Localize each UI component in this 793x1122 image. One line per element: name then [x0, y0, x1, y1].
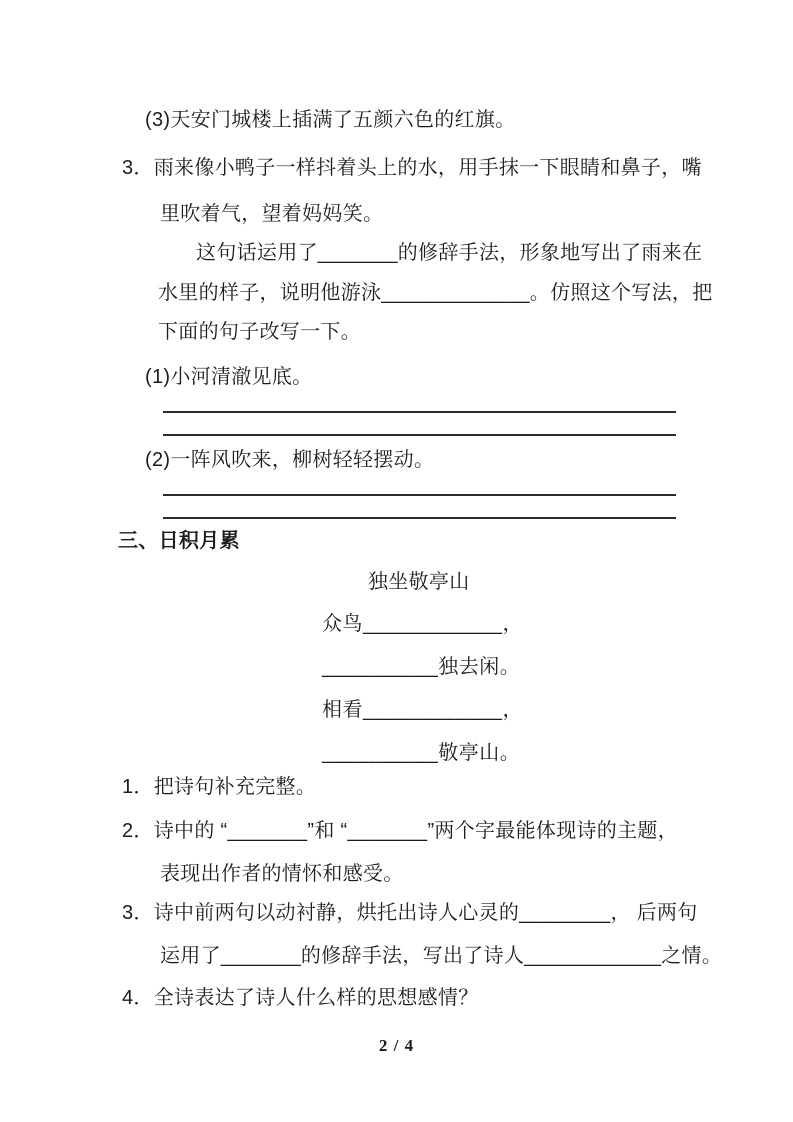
answer-writing-line: [163, 517, 676, 519]
question-3-analysis-line-1: 这句话运用了_______的修辞手法，形象地写出了雨来在: [196, 242, 703, 264]
poem-line-4: __________敬亭山。: [322, 742, 521, 764]
poem-title: 独坐敬亭山: [368, 571, 470, 593]
poem-question-2-line-2: 表现出作者的情怀和感受。: [160, 863, 404, 885]
question-3-analysis-line-2: 水里的样子，说明他游泳_____________。仿照这个写法，把: [158, 282, 713, 304]
answer-writing-line: [163, 494, 676, 496]
answer-writing-line: [163, 434, 676, 436]
question-3-text-line-2: 里吹着气，望着妈妈笑。: [160, 203, 384, 225]
poem-question-3-line-1: 3．诗中前两句以动衬静，烘托出诗人心灵的________， 后两句: [122, 902, 698, 924]
page-number: 2 / 4: [378, 1036, 415, 1055]
poem-question-1: 1．把诗句补充完整。: [122, 776, 317, 798]
poem-question-3-line-2: 运用了_______的修辞手法，写出了诗人____________之情。: [160, 945, 723, 967]
poem-line-2: __________独去闲。: [322, 656, 521, 678]
question-3-text-line-1: 3．雨来像小鸭子一样抖着头上的水，用手抹一下眼睛和鼻子，嘴: [122, 157, 702, 179]
poem-question-4: 4．全诗表达了诗人什么样的思想感情？: [122, 987, 479, 1009]
rewrite-item-1: (1)小河清澈见底。: [145, 366, 313, 388]
poem-question-2-line-1: 2．诗中的 “_______”和 “_______”两个字最能体现诗的主题，: [122, 820, 678, 842]
poem-line-1: 众鸟____________，: [322, 613, 523, 635]
sentence-item-3: (3)天安门城楼上插满了五颜六色的红旗。: [145, 109, 516, 131]
answer-writing-line: [163, 411, 676, 413]
question-3-analysis-line-3: 下面的句子改写一下。: [158, 321, 361, 343]
rewrite-item-2: (2)一阵风吹来，柳树轻轻摆动。: [145, 449, 435, 471]
section-heading: 三、日积月累: [118, 530, 240, 552]
poem-line-3: 相看____________，: [322, 699, 523, 721]
